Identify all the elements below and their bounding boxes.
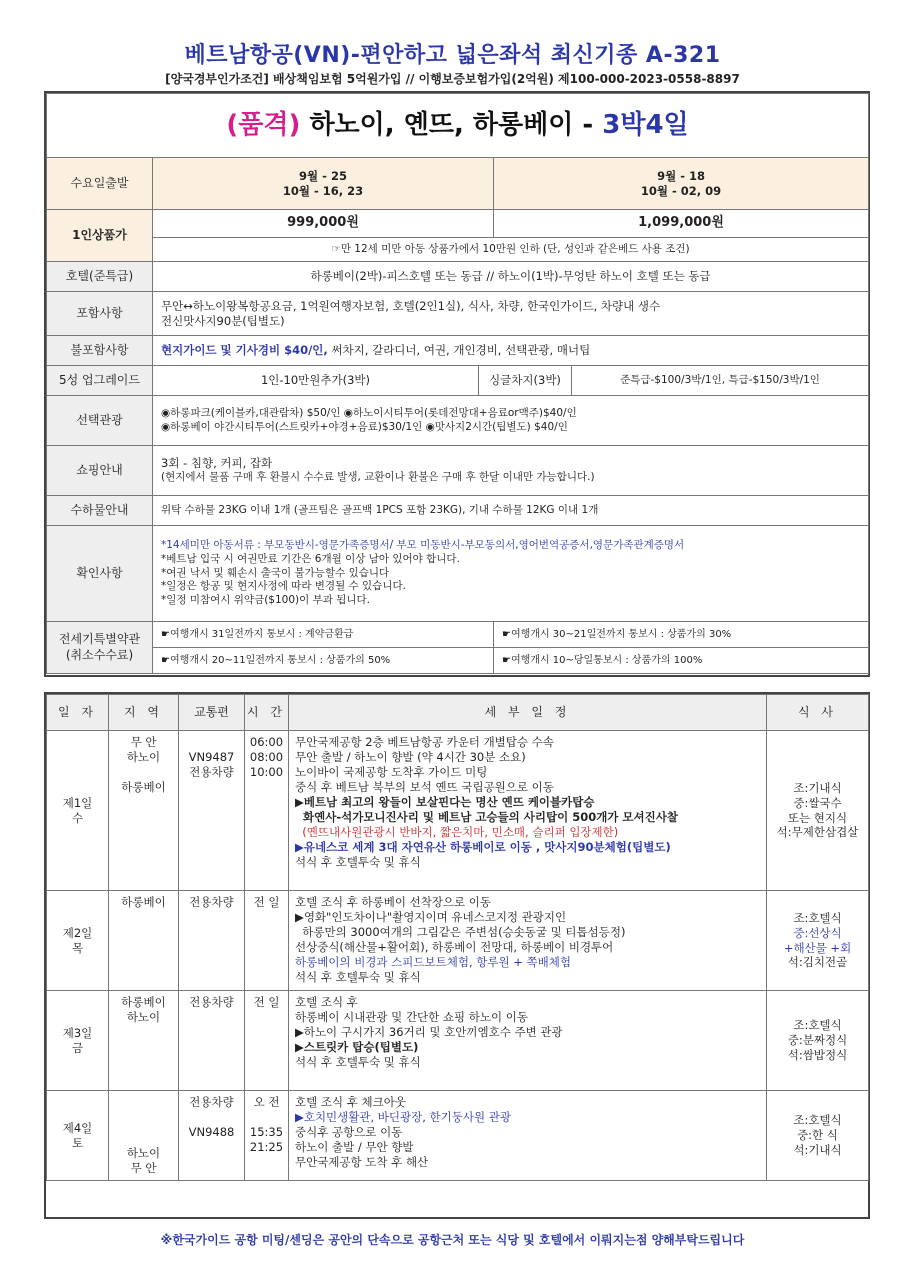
product-info-table [46,93,869,674]
schedule-detail [289,1091,767,1181]
confirm-label: 확인사항 [47,526,153,622]
optional-label: 선택관광 [47,396,153,446]
detail-line: 중식 후 베트남 북부의 보석 옌뜨 국립공원으로 이동 [295,779,554,794]
cancel-label-line1: 전세기특별약관 [58,631,141,646]
included-label: 포함사항 [47,292,153,336]
schedule-table [46,694,869,1181]
transport-line: VN9488 [188,1124,235,1139]
meal-line: 중:쌀국수 [793,795,842,810]
detail-line: 호텔 조식 후 하롱베이 선착장으로 이동 [295,895,492,909]
time-line: 06:00 [249,735,284,749]
schedule-detail [289,991,767,1091]
price-note: ☞만 12세 미만 아동 상품가에서 10만원 인하 (단, 성인과 같은베드 사용 조건) [153,238,869,262]
schedule-time [245,731,289,891]
transport-line: 전용차량 [189,764,234,779]
region-line: 하노이 [126,1146,161,1161]
departure-right-line2: 10월 - 02, 09 [640,183,722,198]
upgrade-cell1: 1인-10만원추가(3박) [153,366,479,396]
transport-line: VN9487 [188,749,235,764]
schedule-header-region: 지 역 [109,695,179,731]
meal-line: 석:김치전골 [787,955,848,970]
detail-line: 석식 후 호텔투숙 및 휴식 [295,1054,421,1069]
departure-left-line2: 10월 - 16, 23 [282,183,364,198]
detail-line: ▶스트릿카 탑승(팁별도) [295,1039,419,1054]
schedule-detail [289,731,767,891]
confirm-line-5: *일정 미참여시 위약금($100)이 부과 됩니다. [161,593,370,606]
header-title: 베트남항공(VN)-편안하고 넓은좌석 최신기종 A-321 [184,43,721,68]
time-line: 08:00 [249,749,284,764]
schedule-header-day: 일 자 [47,695,109,731]
schedule-header-transport: 교통편 [179,695,245,731]
confirm-value [153,526,869,622]
detail-line: 무안국제공항 도착 후 해산 [295,1154,429,1169]
product-title-suffix: 3박4일 [602,109,689,140]
meal-line: 석:기내식 [793,1142,842,1157]
excluded-label: 불포함사항 [47,336,153,366]
excluded-value [153,336,869,366]
schedule-row [47,891,869,991]
meal-line: 중:선상식 [793,925,842,940]
shopping-label: 쇼핑안내 [47,446,153,496]
time-line: 15:35 [249,1124,284,1139]
included-line1: 무안↔하노이왕복항공요금, 1억원여행자보험, 호텔(2인1실), 식사, 차량, 한국인가이드, 차량내 생수 [161,298,661,313]
meal-line: 조:기내식 [793,780,842,795]
time-line: 전 일 [253,995,280,1009]
schedule-time [245,891,289,991]
confirm-line-3: *여권 낙서 및 훼손시 출국이 불가능할수 있습니다 [161,566,390,579]
detail-line: ▶유네스코 세계 3대 자연유산 하롱베이로 이동 , 맛사지90분체험(팁별도) [295,839,671,854]
excluded-highlight: 현지가이드 및 기사경비 $40/인, [161,343,328,358]
price-left: 999,000원 [153,210,494,238]
detail-line: 하노이 출발 / 무안 향발 [295,1139,414,1154]
transport-line: 전용차량 [189,995,234,1009]
schedule-region [109,891,179,991]
transport-line [182,735,241,750]
cancel-label [47,622,153,674]
region-line [112,1116,175,1131]
schedule-meal [767,991,869,1091]
optional-line2: ◉하롱베이 야간시티투어(스트릿카+야경+음료)$30/1인 ◉맛사지2시간(팁별도) $40/인 [161,420,568,433]
schedule-meal [767,891,869,991]
price-right: 1,099,000원 [494,210,869,238]
departure-right [494,158,869,210]
region-line: 하노이 [126,1009,161,1024]
schedule-header-time: 시 간 [245,695,289,731]
region-line: 하롱베이 [121,995,166,1009]
detail-line: ▶영화"인도차이나"촬영지이며 유네스코지정 관광지인 [295,909,567,924]
detail-line: 화옌사-석가모니진사리 및 베트남 고승들의 사리탑이 500개가 모셔진사찰 [295,809,678,824]
meal-line: 중:분짜정식 [787,1033,848,1048]
detail-line: 노이바이 국제공항 도착후 가이드 미팅 [295,764,488,779]
schedule-day: 제1일 수 [47,731,109,891]
cancel-label-line2: (취소수수료) [65,647,134,662]
schedule-header-row [47,695,869,731]
schedule-header-meal: 식 사 [767,695,869,731]
confirm-line-2: *베트남 입국 시 여권만료 기간은 6개월 이상 남아 있어야 합니다. [161,553,460,566]
transport-line: 전용차량 [189,895,234,909]
departure-right-line1: 9월 - 18 [657,168,705,183]
schedule-row [47,1091,869,1181]
region-line: 하롱베이 [121,895,166,909]
excluded-rest: 써차지, 갈라디너, 여권, 개인경비, 선택관광, 매너팁 [327,343,591,358]
schedule-region [109,1091,179,1181]
optional-line1: ◉하롱파크(케이블카,대관람차) $50/인 ◉하노이시티투어(롯데전망대+음료or맥주)$40/인 [161,406,577,419]
departure-left [153,158,494,210]
detail-line: (옌뜨내사원관광시 반바지, 짧은치마, 민소매, 슬리퍼 입장제한) [295,824,619,839]
included-line2: 전신맛사지90분(팁별도) [161,313,285,328]
product-title [47,94,869,158]
meal-line: 중:한 식 [797,1128,838,1143]
meal-line: +해산물 +회 [783,940,852,955]
detail-line: 무안 출발 / 하노이 향발 (약 4시간 30분 소요) [295,749,526,764]
schedule-header-detail: 세 부 일 정 [289,695,767,731]
time-line: 전 일 [253,895,280,909]
schedule-box [44,692,870,1219]
header-subtitle: [양국경부인가조건] 배상책임보험 5억원가입 // 이행보증보험가입(2억원) 제100-000-2023-0558-8897 [165,72,740,86]
time-line: 오 전 [253,1095,280,1109]
cancel-c4: ☛여행개시 10~당일통보시 : 상품가의 100% [494,648,869,674]
upgrade-cell3: 준특급-$100/3박/1인, 특급-$150/3박/1인 [572,366,869,396]
confirm-line-4: *일정은 항공 및 현지사정에 따라 변경될 수 있습니다. [161,580,406,593]
hotel-value: 하롱베이(2박)-피스호텔 또는 동급 // 하노이(1박)-무엉탄 하노이 호텔 또는 동급 [153,262,869,292]
schedule-region [109,991,179,1091]
departure-left-line1: 9월 - 25 [299,168,347,183]
schedule-time [245,991,289,1091]
product-title-main: 하노이, 옌뜨, 하롱베이 - [300,109,603,140]
product-info-box [44,91,870,677]
meal-line: 조:호텔식 [793,1018,842,1033]
transport-line [182,1110,241,1125]
time-line: 10:00 [249,764,284,779]
cancel-c3: ☛여행개시 20~11일전까지 통보시 : 상품가의 50% [153,648,494,674]
upgrade-cell2: 싱글차지(3박) [479,366,572,396]
baggage-value: 위탁 수하물 23KG 이내 1개 (골프팀은 골프백 1PCS 포함 23KG), 기내 수하물 12KG 이내 1개 [153,496,869,526]
region-line: 무 안 [130,1161,157,1176]
product-title-prefix: (품격) [226,109,301,140]
shopping-value [153,446,869,496]
detail-line: ▶베트남 최고의 왕들이 보살핀다는 명산 옌뜨 케이블카탑승 [295,794,595,809]
region-line [112,765,175,780]
detail-line: ▶하노이 구시가지 36거리 및 호안끼엠호수 주변 관광 [295,1024,563,1039]
meal-line: 석:무제한삼겹살 [776,825,859,840]
detail-line: 하롱베이 시내관광 및 간단한 쇼핑 하노이 이동 [295,1009,529,1024]
schedule-time [245,1091,289,1181]
meal-line: 석:쌈밥정식 [787,1047,848,1062]
schedule-transport [179,731,245,891]
meal-line: 조:호텔식 [793,1113,842,1128]
cancel-c1: ☛여행개시 31일전까지 통보시 : 계약금환급 [153,622,494,648]
schedule-region [109,731,179,891]
schedule-day: 제4일 토 [47,1091,109,1181]
departure-label: 수요일출발 [47,158,153,210]
region-line: 무 안 [130,735,157,749]
schedule-meal [767,731,869,891]
schedule-day: 제2일 목 [47,891,109,991]
detail-line: 호텔 조식 후 체크아웃 [295,1095,406,1109]
detail-line: 석식 후 호텔투숙 및 휴식 [295,969,421,984]
schedule-detail [289,891,767,991]
schedule-row [47,991,869,1091]
meal-line: 조:호텔식 [793,910,842,925]
detail-line: 하롱만의 3000여개의 그림같은 주변섬(승솟동굴 및 티톱섬등정) [295,924,626,939]
upgrade-label: 5성 업그레이드 [47,366,153,396]
schedule-row [47,731,869,891]
optional-value [153,396,869,446]
detail-line: 선상중식(해산물+활어회), 하롱베이 전망대, 하롱베이 비경투어 [295,939,614,954]
schedule-transport [179,1091,245,1181]
region-line: 하노이 [126,749,161,764]
detail-line: 무안국제공항 2층 베트남항공 카운터 개별탑승 수속 [295,735,554,749]
detail-line: 석식 후 호텔투숙 및 휴식 [295,854,421,869]
detail-line: 하롱베이의 비경과 스피드보트체험, 항루원 + 쪽배체험 [295,954,571,969]
schedule-transport [179,991,245,1091]
region-line [112,1131,175,1146]
detail-line: 호텔 조식 후 [295,995,358,1009]
confirm-line-1: *14세미만 아동서류 : 부모동반시-영문가족증명서/ 부모 미동반시-부모동의서,영어번역공증서,영문가족관계증명서 [161,539,685,552]
time-line [248,1110,285,1125]
shopping-line2: (현지에서 물품 구매 후 환불시 수수료 발생, 교환이나 환불은 구매 후 한달 이내만 가능합니다.) [161,471,595,484]
detail-line: ▶호치민생활관, 바딘광장, 한기둥사원 관광 [295,1109,511,1124]
region-line: 하롱베이 [121,779,166,794]
cancel-c2: ☛여행개시 30~21일전까지 통보시 : 상품가의 30% [494,622,869,648]
schedule-day: 제3일 금 [47,991,109,1091]
hotel-label: 호텔(준특급) [47,262,153,292]
schedule-transport [179,891,245,991]
price-label: 1인상품가 [47,210,153,262]
meal-line: 또는 현지식 [787,810,848,825]
time-line: 21:25 [249,1139,284,1154]
included-value [153,292,869,336]
detail-line: 중식후 공항으로 이동 [295,1124,403,1139]
baggage-label: 수하물안내 [47,496,153,526]
transport-line: 전용차량 [189,1095,234,1109]
shopping-line1: 3회 - 침향, 커피, 잡화 [161,456,273,471]
footer-notice: ※한국가이드 공항 미팅/센딩은 공안의 단속으로 공항근처 또는 식당 및 호텔에서 이뤄지는점 양해부탁드립니다 [160,1233,745,1247]
schedule-meal [767,1091,869,1181]
